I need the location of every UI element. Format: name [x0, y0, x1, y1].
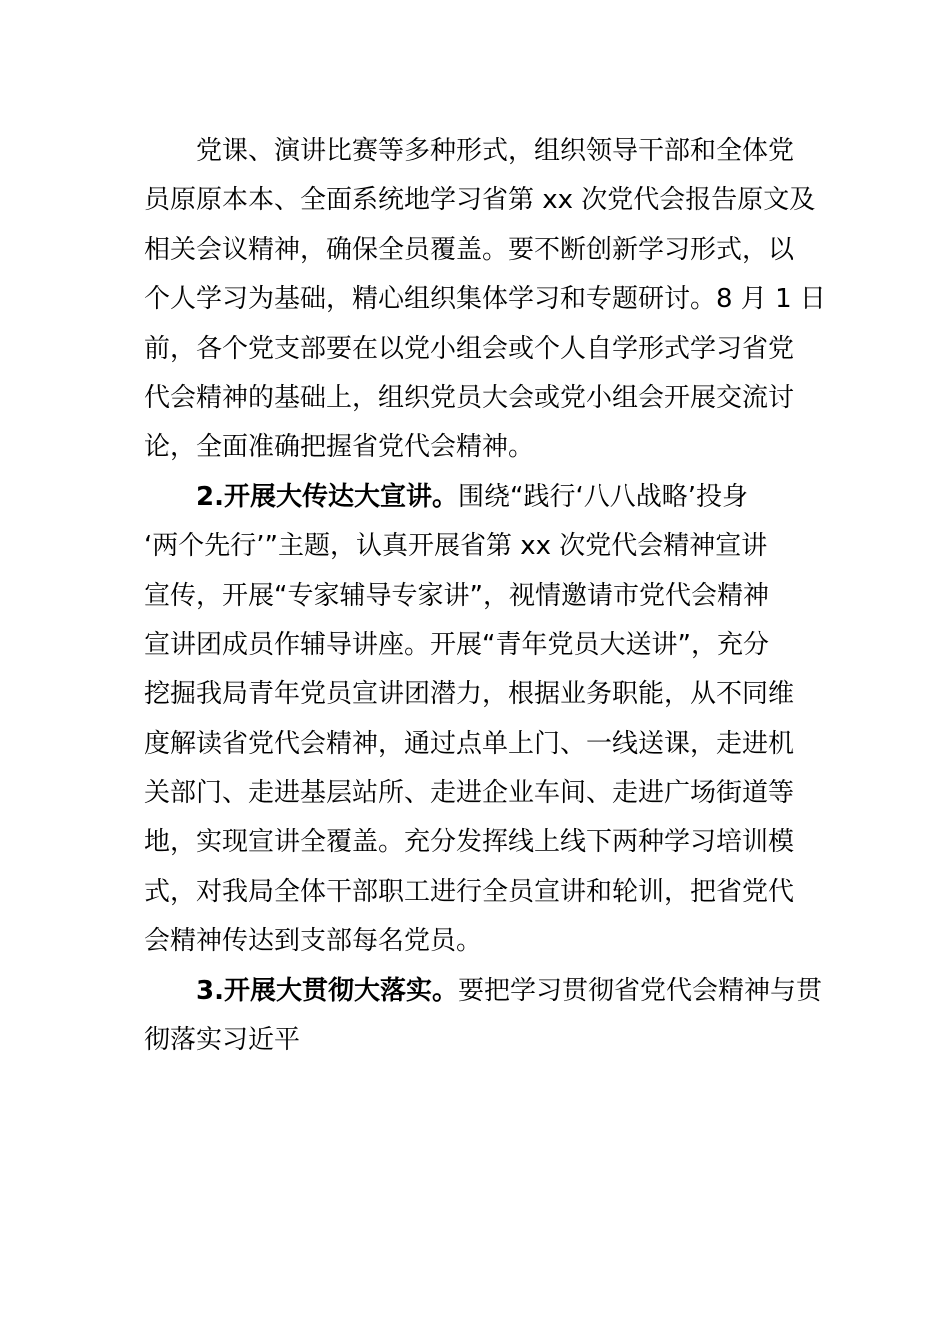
paragraph-line: 地，实现宣讲全覆盖。充分发挥线上线下两种学习培训模: [144, 827, 795, 858]
paragraph-line: 前，各个党支部要在以党小组会或个人自学形式学习省党: [144, 333, 795, 364]
paragraph-line: ‘两个先行’”主题，认真开展省第 xx 次党代会精神宣讲: [144, 531, 768, 562]
paragraph-text: 围绕“践行‘八八战略’投身: [457, 481, 748, 512]
paragraph-line: 宣传，开展“专家辅导专家讲”，视情邀请市党代会精神: [144, 580, 769, 611]
paragraph-line: 论，全面准确把握省党代会精神。: [144, 432, 535, 463]
paragraph-line: 个人学习为基础，精心组织集体学习和专题研讨。8 月 1 日: [144, 284, 826, 315]
section-heading: 3.开展大贯彻大落实。: [196, 975, 458, 1006]
paragraph-line: 会精神传达到支部每名党员。: [144, 926, 483, 957]
paragraph-line: 相关会议精神，确保全员覆盖。要不断创新学习形式，以: [144, 234, 795, 265]
paragraph-line: 挖掘我局青年党员宣讲团潜力，根据业务职能，从不同维: [144, 679, 795, 710]
paragraph-line: 代会精神的基础上，组织党员大会或党小组会开展交流讨: [144, 382, 795, 413]
paragraph-line: 员原原本本、全面系统地学习省第 xx 次党代会报告原文及: [144, 185, 816, 216]
paragraph-line: 宣讲团成员作辅导讲座。开展“青年党员大送讲”，充分: [144, 629, 769, 660]
paragraph-line: 式，对我局全体干部职工进行全员宣讲和轮训，把省党代: [144, 876, 795, 907]
paragraph-first-line: [144, 967, 822, 1016]
paragraph-2: [144, 473, 814, 967]
paragraph-first-line: [144, 473, 814, 522]
paragraph-line: 彻落实习近平: [144, 1025, 301, 1056]
paragraph-line: 党课、演讲比赛等多种形式，组织领导干部和全体党: [196, 136, 795, 166]
paragraph-1: [144, 127, 826, 473]
section-heading: 2.开展大传达大宣讲。: [196, 481, 458, 512]
paragraph-line: 关部门、走进基层站所、走进企业车间、走进广场街道等: [144, 778, 795, 809]
paragraph-line: 度解读省党代会精神，通过点单上门、一线送课，走进机: [144, 728, 795, 759]
body-text: [144, 127, 826, 1065]
paragraph-text: 要把学习贯彻省党代会精神与贯: [457, 975, 822, 1006]
paragraph-3: [144, 967, 822, 1066]
